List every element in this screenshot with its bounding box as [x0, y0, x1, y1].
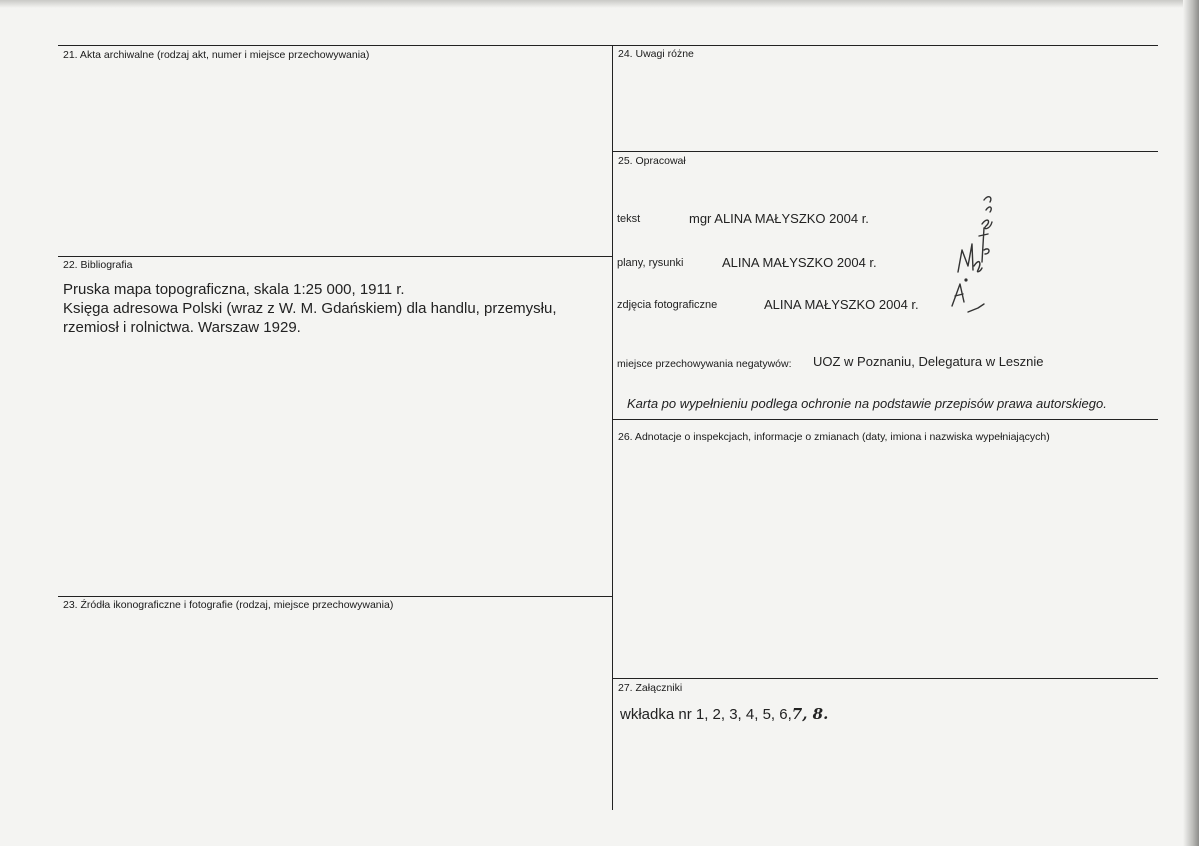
rule-zalaczniki — [612, 678, 1158, 679]
copyright-note: Karta po wypełnieniu podlega ochronie na podstawie przepisów prawa autorskiego. — [627, 396, 1107, 411]
zalaczniki-handwritten: 7, 8. — [791, 705, 829, 723]
negatywy-value: UOZ w Poznaniu, Delegatura w Lesznie — [813, 354, 1044, 369]
bibliografia-label: 22. Bibliografia — [63, 259, 133, 271]
zalaczniki-label: 27. Załączniki — [618, 682, 683, 694]
rule-opracowal — [612, 151, 1158, 152]
plany-value: ALINA MAŁYSZKO 2004 r. — [722, 255, 877, 270]
rule-adnotacje — [612, 419, 1158, 420]
center-divider — [612, 45, 613, 810]
bibliografia-line-2: Księga adresowa Polski (wraz z W. M. Gdańskiem) dla handlu, przemysłu, — [63, 300, 557, 317]
zdjecia-label: zdjęcia fotograficzne — [617, 299, 718, 311]
uwagi-label: 24. Uwagi różne — [618, 48, 694, 60]
rule-bibliografia — [58, 256, 612, 257]
negatywy-label: miejsce przechowywania negatywów: — [617, 358, 792, 370]
opracowal-label: 25. Opracował — [618, 155, 686, 167]
zalaczniki-value — [620, 705, 828, 724]
rule-zrodla — [58, 596, 612, 597]
adnotacje-label: 26. Adnotacje o inspekcjach, informacje o zmianach (daty, imiona i nazwiska wypełniających) — [618, 431, 1050, 443]
handwritten-signature — [938, 180, 998, 315]
zrodla-label: 23. Źródła ikonograficzne i fotografie (rodzaj, miejsce przechowywania) — [63, 599, 394, 611]
scan-edge-right — [1183, 0, 1199, 846]
tekst-label: tekst — [617, 213, 641, 225]
top-rule — [58, 45, 1158, 46]
bibliografia-line-3: rzemiosł i rolnictwa. Warszaw 1929. — [63, 319, 301, 336]
akta-label: 21. Akta archiwalne (rodzaj akt, numer i miejsce przechowywania) — [63, 49, 370, 61]
zdjecia-value: ALINA MAŁYSZKO 2004 r. — [764, 297, 919, 312]
zalaczniki-printed: wkładka nr 1, 2, 3, 4, 5, 6, — [620, 706, 792, 723]
scan-edge-top — [0, 0, 1199, 8]
tekst-value: mgr ALINA MAŁYSZKO 2004 r. — [689, 211, 869, 226]
plany-label: plany, rysunki — [617, 257, 684, 269]
bibliografia-line-1: Pruska mapa topograficzna, skala 1:25 000, 1911 r. — [63, 281, 405, 298]
